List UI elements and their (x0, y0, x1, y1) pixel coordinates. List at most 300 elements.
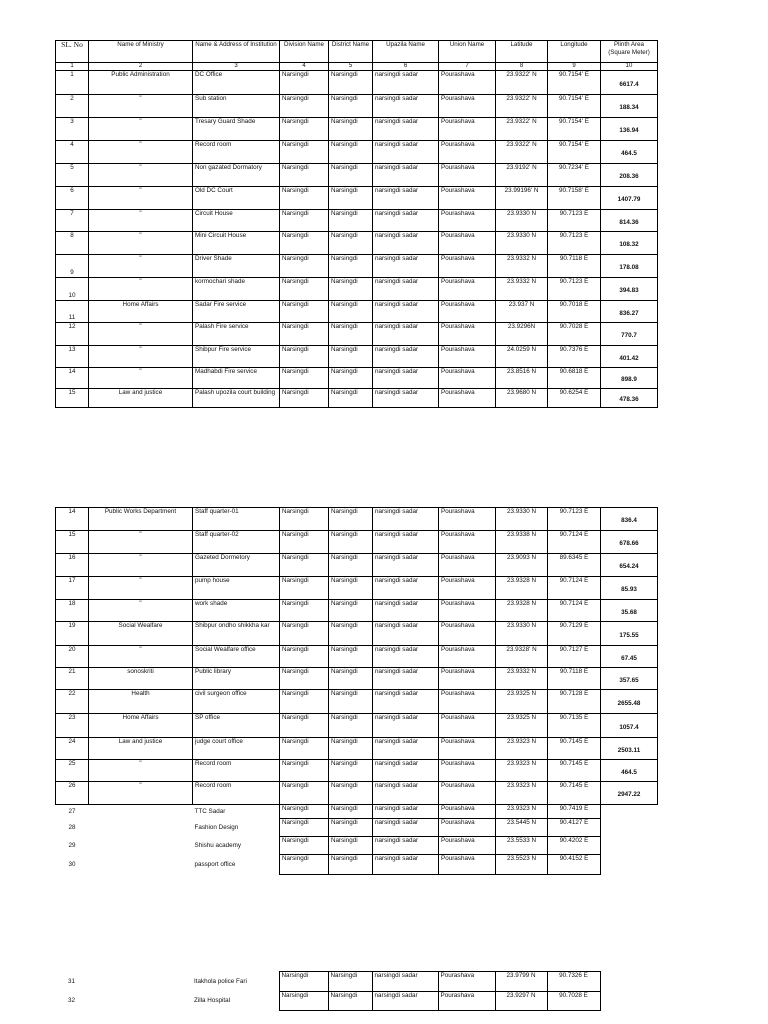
plinth-area-cell: 836.4 (601, 508, 658, 531)
upazila-cell: narsingdi sadar (373, 71, 439, 95)
division-cell: Narsingdi (280, 554, 329, 577)
latitude-cell: 23.9296N (496, 323, 548, 346)
ministry-cell: Law and justice (89, 738, 193, 760)
sl-cell: 15 (56, 531, 89, 554)
latitude-cell: 23.9323 N (496, 760, 548, 782)
plinth-area-cell: 85.93 (601, 577, 658, 600)
latitude-cell: 23.9325 N (496, 714, 548, 738)
plinth-area-cell: 2503.11 (601, 738, 658, 760)
longitude-cell: 90.7326 E (547, 972, 600, 992)
table-row (56, 389, 658, 408)
institution-cell: Public library (193, 668, 280, 690)
header-latitude: Latitude (496, 41, 548, 63)
latitude-cell: 23.937 N (496, 301, 548, 323)
district-cell: Narsingdi (329, 141, 373, 164)
ministry-cell: Public Works Department (89, 508, 193, 531)
institution-cell: SP office (193, 714, 280, 738)
union-cell: Pourashava (439, 210, 496, 232)
table-row (56, 714, 658, 738)
union-cell: Pourashava (439, 855, 496, 875)
union-cell: Pourashava (439, 187, 496, 210)
longitude-cell: 90.7118 E (548, 255, 601, 278)
union-cell: Pourashava (439, 301, 496, 323)
ministry-cell: " (89, 531, 193, 554)
institution-cell: Mini Circuit House (193, 232, 280, 255)
district-cell: Narsingdi (328, 972, 372, 992)
district-cell: Narsingdi (329, 164, 373, 187)
upazila-cell: narsingdi sadar (373, 232, 439, 255)
division-cell: Narsingdi (280, 646, 329, 668)
longitude-cell: 90.4202 E (548, 837, 601, 855)
ministry-cell (89, 855, 193, 875)
plinth-area-cell: 35.68 (601, 600, 658, 622)
table-row (56, 210, 658, 232)
union-cell: Pourashava (439, 508, 496, 531)
ministry-cell: " (89, 95, 193, 118)
union-cell: Pourashava (439, 118, 496, 141)
ministry-cell: Home Affairs (89, 301, 193, 323)
sl-cell: 31 (67, 977, 75, 985)
union-cell: Pourashava (439, 622, 496, 646)
division-cell: Narsingdi (280, 508, 329, 531)
district-cell: Narsingdi (329, 738, 373, 760)
institution-cell: Fashion Design (194, 823, 239, 831)
header-district: District Name (329, 41, 373, 63)
longitude-cell: 90.4152 E (548, 855, 601, 875)
division-cell: Narsingdi (280, 837, 329, 855)
plinth-area-cell: 136.94 (601, 118, 658, 141)
union-cell: Pourashava (439, 531, 496, 554)
latitude-cell: 23.9323 N (496, 782, 548, 805)
district-cell: Narsingdi (329, 668, 373, 690)
union-cell: Pourashava (439, 760, 496, 782)
union-cell: Pourashava (439, 714, 496, 738)
sl-cell: 30 (68, 860, 76, 868)
institution-cell: DC Office (193, 71, 280, 95)
plinth-area-cell: 6617.4 (601, 71, 658, 95)
union-cell: Pourashava (439, 232, 496, 255)
division-cell: Narsingdi (280, 782, 329, 805)
col-number: 9 (548, 63, 601, 71)
table-row (56, 782, 658, 805)
upazila-cell: narsingdi sadar (373, 690, 439, 714)
division-cell: Narsingdi (280, 368, 329, 389)
sl-cell: 11 (56, 301, 89, 323)
col-number: 10 (601, 63, 658, 71)
longitude-cell: 90.7123 E (548, 508, 601, 531)
header-sl: SL. No (56, 41, 89, 63)
longitude-cell: 90.7145 E (548, 782, 601, 805)
upazila-cell: narsingdi sadar (373, 346, 439, 368)
plinth-area-cell: 188.34 (601, 95, 658, 118)
division-cell: Narsingdi (280, 760, 329, 782)
sl-cell: 18 (56, 600, 89, 622)
table-2-body (56, 508, 658, 875)
union-cell: Pourashava (439, 646, 496, 668)
sl-cell: 7 (56, 210, 89, 232)
header-plinth-area: Plinth Area (Square Meter) (601, 41, 658, 63)
latitude-cell: 23.9323 N (496, 805, 548, 819)
union-cell: Pourashava (439, 837, 496, 855)
sl-cell: 6 (56, 187, 89, 210)
table-row (56, 141, 658, 164)
latitude-cell: 23.9093 N (496, 554, 548, 577)
table-row (56, 323, 658, 346)
district-cell: Narsingdi (329, 255, 373, 278)
division-cell: Narsingdi (280, 531, 329, 554)
upazila-cell: narsingdi sadar (373, 554, 439, 577)
ministry-cell: " (89, 210, 193, 232)
upazila-cell: narsingdi sadar (373, 531, 439, 554)
latitude-cell: 23.9338 N (496, 531, 548, 554)
district-cell: Narsingdi (329, 368, 373, 389)
union-cell: Pourashava (439, 738, 496, 760)
sl-cell: 2 (56, 95, 89, 118)
sl-cell: 25 (56, 760, 89, 782)
district-cell: Narsingdi (329, 577, 373, 600)
longitude-cell: 90.7419 E (548, 805, 601, 819)
division-cell: Narsingdi (280, 141, 329, 164)
latitude-cell: 23.9799 N (495, 972, 547, 992)
table-row (56, 301, 658, 323)
table-row (56, 577, 658, 600)
latitude-cell: 23.9322' N (496, 95, 548, 118)
latitude-cell: 23.9323 N (496, 738, 548, 760)
district-cell: Narsingdi (329, 782, 373, 805)
plinth-area-cell: 357.65 (601, 668, 658, 690)
table-row (56, 600, 658, 622)
sl-cell: 3 (56, 118, 89, 141)
division-cell: Narsingdi (280, 855, 329, 875)
division-cell: Narsingdi (280, 95, 329, 118)
header-ministry: Name of Ministry (89, 41, 193, 63)
upazila-cell: narsingdi sadar (373, 141, 439, 164)
upazila-cell: narsingdi sadar (373, 278, 439, 301)
upazila-cell: narsingdi sadar (372, 992, 438, 1011)
latitude-cell: 23.8516 N (496, 368, 548, 389)
union-cell: Pourashava (439, 554, 496, 577)
sl-cell: 10 (56, 278, 89, 301)
longitude-cell: 90.7154' E (548, 141, 601, 164)
institution-cell: kormochari shade (193, 278, 280, 301)
union-cell: Pourashava (439, 255, 496, 278)
col-number: 6 (373, 63, 439, 71)
union-cell: Pourashava (439, 368, 496, 389)
latitude-cell: 23.9328 N (496, 600, 548, 622)
table-row (56, 819, 658, 837)
longitude-cell: 89.6345 E (548, 554, 601, 577)
latitude-cell: 23.9192' N (496, 164, 548, 187)
district-cell: Narsingdi (329, 278, 373, 301)
institution-cell: Sadar Fire service (193, 301, 280, 323)
plinth-area-cell: 836.27 (601, 301, 658, 323)
division-cell: Narsingdi (280, 255, 329, 278)
sl-cell: 32 (67, 997, 75, 1004)
union-cell: Pourashava (439, 389, 496, 408)
longitude-cell: 90.7128 E (548, 690, 601, 714)
longitude-cell: 90.7028 E (548, 323, 601, 346)
header-row (56, 41, 658, 63)
longitude-cell: 90.7154' E (548, 95, 601, 118)
union-cell: Pourashava (438, 972, 495, 992)
plinth-area-cell (601, 855, 658, 875)
latitude-cell: 23.9330 N (496, 508, 548, 531)
ministry-cell: Public Administration (89, 71, 193, 95)
upazila-cell: narsingdi sadar (373, 255, 439, 278)
institution-cell: Old DC Court (193, 187, 280, 210)
ministry-cell: " (89, 577, 193, 600)
table-row (56, 855, 658, 875)
upazila-cell: narsingdi sadar (373, 622, 439, 646)
latitude-cell: 23.9322' N (496, 118, 548, 141)
ministry-cell: " (89, 164, 193, 187)
upazila-cell: narsingdi sadar (373, 210, 439, 232)
institution-cell: Madhabdi Fire service (193, 368, 280, 389)
district-cell: Narsingdi (328, 992, 372, 1011)
ministry-cell: " (89, 323, 193, 346)
plinth-area-cell (601, 819, 658, 837)
institution-cell: civil surgeon office (193, 690, 280, 714)
sl-cell: 21 (56, 668, 89, 690)
upazila-cell: narsingdi sadar (373, 389, 439, 408)
district-cell: Narsingdi (329, 600, 373, 622)
sl-cell: 13 (56, 346, 89, 368)
union-cell: Pourashava (439, 600, 496, 622)
ministry-cell (88, 972, 192, 992)
latitude-cell: 23.99196' N (496, 187, 548, 210)
table-row (56, 346, 658, 368)
sl-cell: 27 (68, 807, 76, 815)
table-row (56, 508, 658, 531)
sl-cell: 20 (56, 646, 89, 668)
division-cell: Narsingdi (280, 232, 329, 255)
union-cell: Pourashava (439, 164, 496, 187)
longitude-cell: 90.7376 E (548, 346, 601, 368)
union-cell: Pourashava (439, 346, 496, 368)
institution-cell: Driver Shade (193, 255, 280, 278)
longitude-cell: 90.4127 E (548, 819, 601, 837)
upazila-cell: narsingdi sadar (373, 577, 439, 600)
plinth-area-cell: 464.5 (601, 760, 658, 782)
latitude-cell: 23.9328' N (496, 646, 548, 668)
district-cell: Narsingdi (329, 554, 373, 577)
district-cell: Narsingdi (329, 855, 373, 875)
table-1-body (56, 41, 658, 408)
district-cell: Narsingdi (329, 323, 373, 346)
longitude-cell: 90.7145 E (548, 760, 601, 782)
table-row (56, 278, 658, 301)
plinth-area-cell: 178.08 (601, 255, 658, 278)
upazila-cell: narsingdi sadar (373, 805, 439, 819)
plinth-area-cell: 1407.79 (601, 187, 658, 210)
longitude-cell: 90.7123 E (548, 210, 601, 232)
sl-cell: 28 (68, 823, 76, 831)
upazila-cell: narsingdi sadar (373, 668, 439, 690)
plinth-area-cell: 208.36 (601, 164, 658, 187)
ministry-cell (88, 992, 192, 1011)
plinth-area-cell: 1057.4 (601, 714, 658, 738)
sl-cell: 23 (56, 714, 89, 738)
district-cell: Narsingdi (329, 118, 373, 141)
longitude-cell: 90.7124 E (548, 577, 601, 600)
plinth-area-cell (601, 837, 658, 855)
sl-cell: 24 (56, 738, 89, 760)
division-cell: Narsingdi (280, 210, 329, 232)
plinth-area-cell: 394.83 (601, 278, 658, 301)
ministry-cell: " (89, 346, 193, 368)
institution-cell: Non gazated Dormatory (193, 164, 280, 187)
union-cell: Pourashava (439, 690, 496, 714)
plinth-area-cell: 2655.48 (601, 690, 658, 714)
longitude-cell: 90.7154' E (548, 118, 601, 141)
upazila-cell: narsingdi sadar (373, 855, 439, 875)
institution-cell: Itakhola police Fari (194, 977, 247, 985)
longitude-cell: 90.7158' E (548, 187, 601, 210)
table-row (56, 690, 658, 714)
latitude-cell: 23.9330 N (496, 622, 548, 646)
plinth-area-cell: 814.36 (601, 210, 658, 232)
district-cell: Narsingdi (329, 760, 373, 782)
union-cell: Pourashava (439, 71, 496, 95)
ministry-cell: " (89, 782, 193, 805)
union-cell: Pourashava (439, 141, 496, 164)
ministry-cell: " (89, 600, 193, 622)
header-institution: Name & Address of Institution (193, 41, 280, 63)
union-cell: Pourashava (439, 805, 496, 819)
plinth-area-cell: 654.24 (601, 554, 658, 577)
district-cell: Narsingdi (329, 187, 373, 210)
sl-cell: 9 (56, 255, 89, 278)
ministry-cell: Law and justice (89, 389, 193, 408)
district-cell: Narsingdi (329, 210, 373, 232)
ministry-cell: " (89, 278, 193, 301)
division-cell: Narsingdi (280, 577, 329, 600)
union-cell: Pourashava (439, 278, 496, 301)
table-row (56, 95, 658, 118)
ministry-cell: " (89, 554, 193, 577)
longitude-cell: 90.7123 E (548, 232, 601, 255)
header-longitude: Longitude (548, 41, 601, 63)
col-number: 4 (280, 63, 329, 71)
division-cell: Narsingdi (280, 278, 329, 301)
division-cell: Narsingdi (280, 118, 329, 141)
district-cell: Narsingdi (329, 508, 373, 531)
institution-cell: Staff quarter-01 (193, 508, 280, 531)
division-cell: Narsingdi (280, 187, 329, 210)
division-cell: Narsingdi (280, 389, 329, 408)
latitude-cell: 24.0259 N (496, 346, 548, 368)
buildings-table-3 (55, 971, 657, 1011)
table-row (56, 668, 658, 690)
union-cell: Pourashava (439, 668, 496, 690)
ministry-cell: " (89, 118, 193, 141)
upazila-cell: narsingdi sadar (373, 368, 439, 389)
sl-cell: 17 (56, 577, 89, 600)
col-number: 3 (193, 63, 280, 71)
longitude-cell: 90.7129 E (548, 622, 601, 646)
table-row (56, 368, 658, 389)
institution-cell: work shade (193, 600, 280, 622)
district-cell: Narsingdi (329, 837, 373, 855)
table-row (56, 164, 658, 187)
institution-cell: judge court office (193, 738, 280, 760)
latitude-cell: 23.9297 N (495, 992, 547, 1011)
district-cell: Narsingdi (329, 714, 373, 738)
sl-cell: 19 (56, 622, 89, 646)
division-cell: Narsingdi (280, 690, 329, 714)
latitude-cell: 23.9332 N (496, 255, 548, 278)
union-cell: Pourashava (438, 992, 495, 1011)
plinth-area-cell: 67.45 (601, 646, 658, 668)
table-row (55, 972, 657, 992)
upazila-cell: narsingdi sadar (373, 646, 439, 668)
column-number-row (56, 63, 658, 71)
institution-cell: passport office (194, 860, 236, 868)
institution-cell: Social Wealfare office (193, 646, 280, 668)
sl-cell: 1 (56, 71, 89, 95)
upazila-cell: narsingdi sadar (373, 95, 439, 118)
table-row (56, 805, 658, 819)
latitude-cell: 23.9330 N (496, 232, 548, 255)
buildings-table-1 (55, 40, 658, 408)
longitude-cell: 90.7018 E (548, 301, 601, 323)
latitude-cell: 23.5445 N (496, 819, 548, 837)
sl-cell: 5 (56, 164, 89, 187)
table-row (55, 992, 657, 1011)
ministry-cell: " (89, 232, 193, 255)
plinth-area-cell: 401.42 (601, 346, 658, 368)
upazila-cell: narsingdi sadar (373, 760, 439, 782)
upazila-cell: narsingdi sadar (373, 323, 439, 346)
sl-cell: 29 (68, 841, 76, 849)
latitude-cell: 23.5533 N (496, 837, 548, 855)
col-number: 7 (439, 63, 496, 71)
longitude-cell: 90.7135 E (548, 714, 601, 738)
ministry-cell: Home Affairs (89, 714, 193, 738)
institution-cell: Sub station (193, 95, 280, 118)
table-row (56, 646, 658, 668)
ministry-cell (89, 837, 193, 855)
latitude-cell: 23.9680 N (496, 389, 548, 408)
col-number: 8 (496, 63, 548, 71)
institution-cell: Tresary Guard Shade (193, 118, 280, 141)
ministry-cell: " (89, 187, 193, 210)
ministry-cell: " (89, 368, 193, 389)
longitude-cell: 90.7124 E (548, 600, 601, 622)
district-cell: Narsingdi (329, 646, 373, 668)
institution-cell: Record room (193, 760, 280, 782)
table-3-body (55, 972, 657, 1011)
district-cell: Narsingdi (329, 346, 373, 368)
division-cell: Narsingdi (280, 668, 329, 690)
institution-cell: Record room (193, 141, 280, 164)
plinth-area-cell: 770.7 (601, 323, 658, 346)
institution-cell: Zilla Hospital (194, 997, 231, 1004)
institution-cell: Shibpur Fire service (193, 346, 280, 368)
institution-cell: pump house (193, 577, 280, 600)
division-cell: Narsingdi (280, 805, 329, 819)
table-row (56, 118, 658, 141)
plinth-area-cell (600, 972, 657, 992)
longitude-cell: 90.7124 E (548, 531, 601, 554)
plinth-area-cell: 678.66 (601, 531, 658, 554)
upazila-cell: narsingdi sadar (373, 301, 439, 323)
longitude-cell: 90.7234' E (548, 164, 601, 187)
latitude-cell: 23.9325 N (496, 690, 548, 714)
latitude-cell: 23.5523 N (496, 855, 548, 875)
division-cell: Narsingdi (280, 714, 329, 738)
institution-cell: TTC Sadar (194, 807, 226, 815)
